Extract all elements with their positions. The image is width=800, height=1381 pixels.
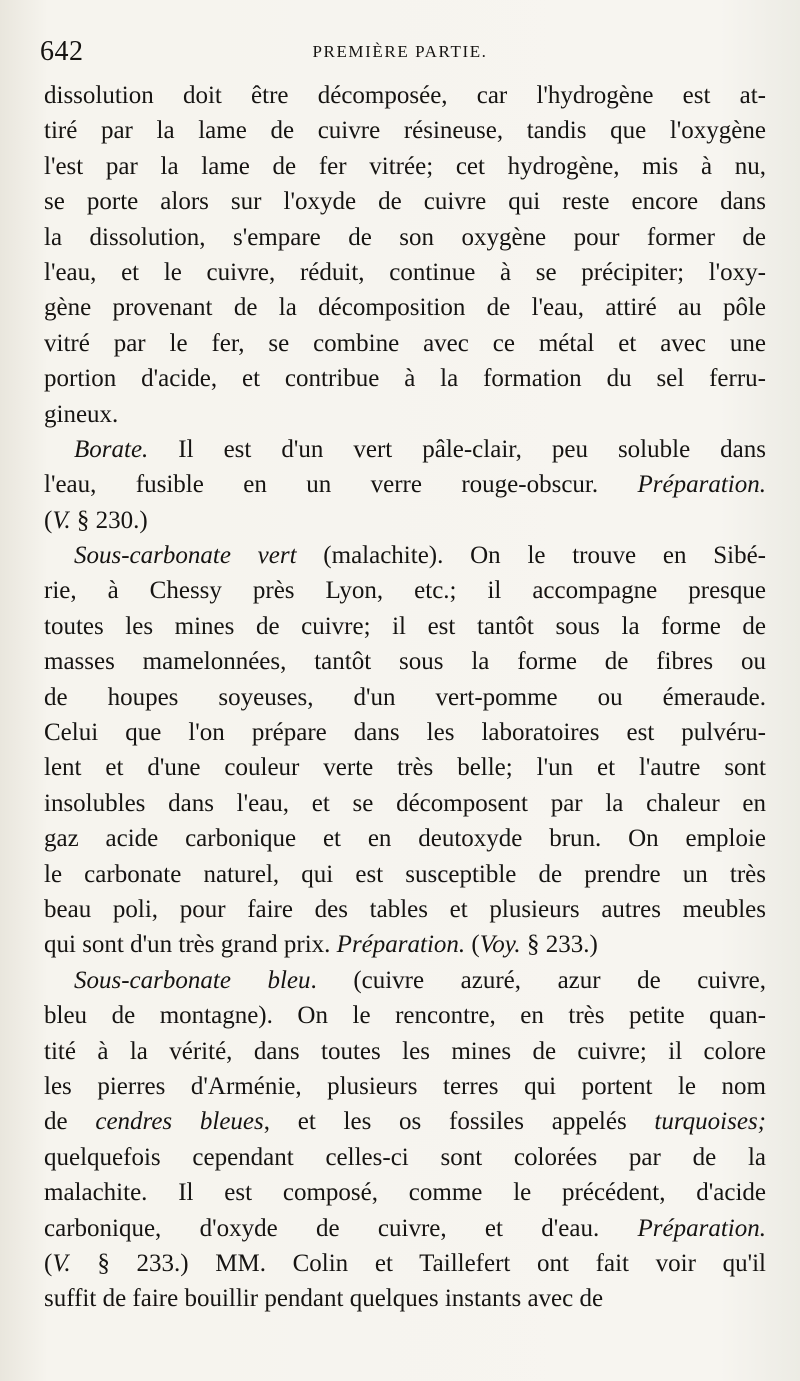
text-segment: portion d'acide, et contribue à la formation du sel ferru- xyxy=(44,365,766,393)
text-segment: Il est d'un vert pâle-clair, peu soluble dans xyxy=(148,435,766,463)
text-line xyxy=(44,786,766,821)
text-line xyxy=(44,750,766,785)
italic-text: Préparation. xyxy=(637,471,766,499)
text-segment: masses mamelonnées, tantôt sous la forme de fibres ou xyxy=(44,648,766,676)
italic-text: Sous-carbonate vert xyxy=(74,542,297,570)
text-segment: gaz acide carbonique et en deutoxyde brun. On emploie xyxy=(44,825,766,853)
text-line xyxy=(44,715,766,750)
text-line xyxy=(44,432,766,467)
text-line xyxy=(44,892,766,927)
text-line xyxy=(44,1140,766,1175)
text-line xyxy=(44,857,766,892)
paragraph xyxy=(44,432,766,538)
italic-text: Borate. xyxy=(74,435,149,463)
text-segment: ( xyxy=(465,931,480,959)
text-line xyxy=(44,220,766,255)
text-segment: rie, à Chessy près Lyon, etc.; il accompagne presque xyxy=(44,577,766,605)
italic-text: turquoises; xyxy=(654,1108,766,1136)
text-segment: l'eau, fusible en un verre rouge-obscur. xyxy=(44,471,638,499)
text-segment: beau poli, pour faire des tables et plusieurs autres meubles xyxy=(44,895,766,923)
text-segment: gène provenant de la décomposition de l'eau, attiré au pôle xyxy=(44,294,766,322)
text-segment: de houpes soyeuses, d'un vert-pomme ou émeraude. xyxy=(44,683,766,711)
text-line xyxy=(44,963,766,998)
text-line xyxy=(44,255,766,290)
italic-text: V. xyxy=(52,506,71,534)
text-line xyxy=(44,326,766,361)
text-line xyxy=(44,573,766,608)
text-segment: lent et d'une couleur verte très belle; l'un et l'autre sont xyxy=(44,754,766,782)
text-line xyxy=(44,821,766,856)
italic-text: Sous-carbonate bleu xyxy=(74,966,311,994)
text-line xyxy=(44,680,766,715)
text-segment: le carbonate naturel, qui est susceptible de prendre un très xyxy=(44,860,766,888)
text-segment: (malachite). On le trouve en Sibé- xyxy=(296,542,766,570)
italic-text: V. xyxy=(52,1249,71,1277)
text-line xyxy=(44,149,766,184)
text-line xyxy=(44,1104,766,1139)
text-segment: insolubles dans l'eau, et se décomposent par la chaleur en xyxy=(44,789,766,817)
italic-text: Voy. xyxy=(479,931,521,959)
text-segment: toutes les mines de cuivre; il est tantôt sous la forme de xyxy=(44,612,766,640)
paragraph xyxy=(44,963,766,1317)
text-line xyxy=(44,1281,766,1316)
italic-text: cendres bleues xyxy=(95,1108,264,1136)
text-segment: vitré par le fer, se combine avec ce métal et avec une xyxy=(44,329,766,357)
text-line xyxy=(44,1246,766,1281)
italic-text: Préparation. xyxy=(637,1214,766,1242)
text-line xyxy=(44,644,766,679)
text-segment: de xyxy=(44,1108,96,1136)
text-segment: bleu de montagne). On le rencontre, en très petite quan- xyxy=(44,1002,766,1030)
text-segment: § 230.) xyxy=(70,506,148,534)
text-line xyxy=(44,397,766,432)
text-line xyxy=(44,503,766,538)
text-segment: § 233.) MM. Colin et Taillefert ont fait voir qu'il xyxy=(70,1249,766,1277)
page-number: 642 xyxy=(40,36,84,67)
text-line xyxy=(44,538,766,573)
section-title: PREMIÈRE PARTIE. xyxy=(312,42,488,61)
body-text xyxy=(44,78,766,1317)
text-segment: ( xyxy=(44,1249,53,1277)
text-segment: gineux. xyxy=(44,400,119,428)
text-line xyxy=(44,998,766,1033)
text-segment: tiré par la lame de cuivre résineuse, tandis que l'oxygène xyxy=(44,117,766,145)
paragraph xyxy=(44,538,766,963)
text-segment: les pierres d'Arménie, plusieurs terres qui portent le nom xyxy=(44,1072,766,1100)
text-line xyxy=(44,927,766,962)
text-segment: ( xyxy=(44,506,53,534)
text-segment: tité à la vérité, dans toutes les mines de cuivre; il colore xyxy=(44,1037,766,1065)
text-line xyxy=(44,609,766,644)
text-segment: l'eau, et le cuivre, réduit, continue à se précipiter; l'oxy- xyxy=(44,258,766,286)
text-line xyxy=(44,1175,766,1210)
text-line xyxy=(44,1211,766,1246)
text-segment: qui sont d'un très grand prix. xyxy=(44,931,337,959)
text-segment: quelquefois cependant celles-ci sont colorées par de la xyxy=(44,1143,766,1171)
text-line xyxy=(44,467,766,502)
text-segment: la dissolution, s'empare de son oxygène pour former de xyxy=(44,223,766,251)
running-head xyxy=(40,36,760,76)
text-segment: dissolution doit être décomposée, car l'hydrogène est at- xyxy=(44,82,766,109)
text-segment: . (cuivre azuré, azur de cuivre, xyxy=(310,966,766,994)
text-line xyxy=(44,78,766,113)
text-line xyxy=(44,290,766,325)
text-segment: malachite. Il est composé, comme le précédent, d'acide xyxy=(44,1179,766,1207)
text-line xyxy=(44,1069,766,1104)
text-line xyxy=(44,1034,766,1069)
text-line xyxy=(44,361,766,396)
text-segment: carbonique, d'oxyde de cuivre, et d'eau. xyxy=(44,1214,638,1242)
text-line xyxy=(44,184,766,219)
text-segment: , et les os fossiles appelés xyxy=(263,1108,655,1136)
text-line xyxy=(44,113,766,148)
text-segment: suffit de faire bouillir pendant quelques instants avec de xyxy=(44,1285,604,1313)
text-segment: § 233.) xyxy=(520,931,598,959)
text-segment: Celui que l'on prépare dans les laboratoires est pulvéru- xyxy=(44,719,766,747)
italic-text: Préparation. xyxy=(336,931,466,959)
paragraph xyxy=(44,78,766,432)
text-segment: se porte alors sur l'oxyde de cuivre qui reste encore dans xyxy=(44,188,766,216)
text-segment: l'est par la lame de fer vitrée; cet hydrogène, mis à nu, xyxy=(44,152,766,180)
